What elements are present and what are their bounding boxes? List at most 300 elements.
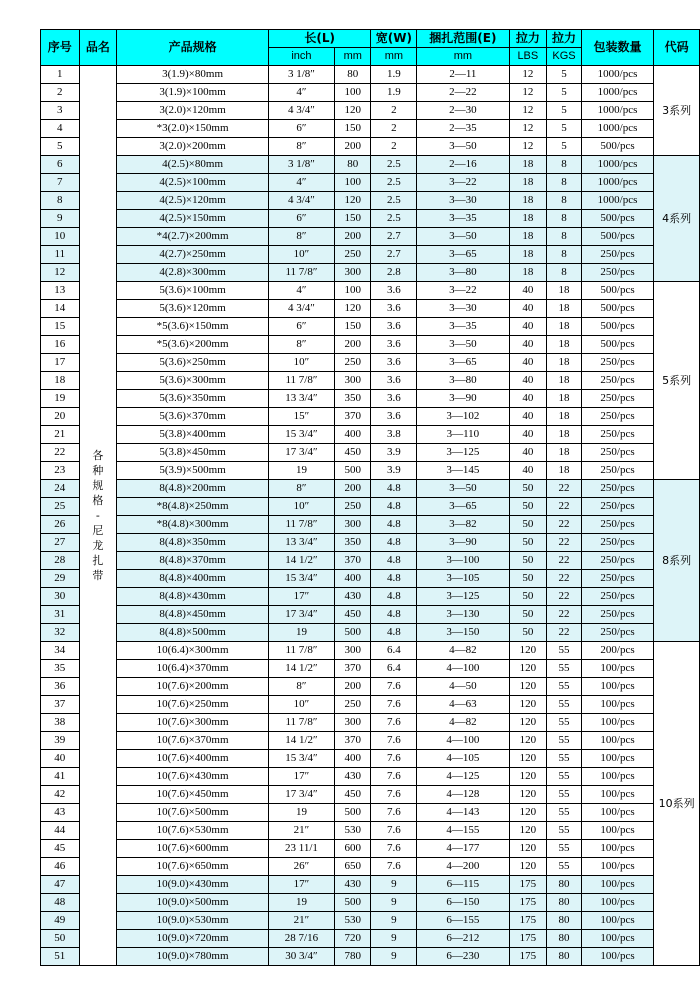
cell-length-mm: 200 (334, 336, 371, 354)
cell-pack: 100/pcs (581, 948, 653, 966)
cell-lbs: 40 (509, 372, 547, 390)
cell-seq: 42 (41, 786, 80, 804)
cell-pack: 250/pcs (581, 264, 653, 282)
cell-length-mm: 300 (334, 372, 371, 390)
cell-spec: 10(7.6)×400mm (117, 750, 269, 768)
cell-length-mm: 120 (334, 102, 371, 120)
cell-seq: 37 (41, 696, 80, 714)
cell-pack: 250/pcs (581, 498, 653, 516)
cell-pack: 250/pcs (581, 246, 653, 264)
cell-seq: 51 (41, 948, 80, 966)
cell-kgs: 18 (547, 408, 582, 426)
table-row (41, 570, 700, 588)
table-row (41, 480, 700, 498)
cell-width: 4.8 (371, 480, 417, 498)
table-row (41, 354, 700, 372)
cell-range: 4—100 (417, 660, 509, 678)
cell-kgs: 55 (547, 858, 582, 876)
cell-length-mm: 500 (334, 462, 371, 480)
cell-length-mm: 200 (334, 480, 371, 498)
cell-range: 2—16 (417, 156, 509, 174)
cell-kgs: 22 (547, 624, 582, 642)
cell-seq: 30 (41, 588, 80, 606)
cell-spec: 5(3.6)×100mm (117, 282, 269, 300)
cell-range: 4—155 (417, 822, 509, 840)
cell-lbs: 40 (509, 282, 547, 300)
cell-kgs: 55 (547, 822, 582, 840)
cell-seq: 44 (41, 822, 80, 840)
cell-inch: 21″ (268, 822, 334, 840)
table-row (41, 426, 700, 444)
cell-spec: 10(9.0)×530mm (117, 912, 269, 930)
cell-spec: 8(4.8)×450mm (117, 606, 269, 624)
cell-lbs: 120 (509, 750, 547, 768)
cell-lbs: 175 (509, 912, 547, 930)
cell-inch: 17″ (268, 876, 334, 894)
cell-range: 4—50 (417, 678, 509, 696)
cell-seq: 43 (41, 804, 80, 822)
cell-range: 6—212 (417, 930, 509, 948)
cell-length-mm: 200 (334, 138, 371, 156)
cell-lbs: 120 (509, 696, 547, 714)
cell-spec: 3(1.9)×100mm (117, 84, 269, 102)
cell-spec: 4(2.7)×250mm (117, 246, 269, 264)
cell-inch: 4″ (268, 282, 334, 300)
cell-width: 7.6 (371, 696, 417, 714)
table-row (41, 210, 700, 228)
cell-kgs: 80 (547, 948, 582, 966)
cell-kgs: 22 (547, 570, 582, 588)
cell-kgs: 22 (547, 552, 582, 570)
spec-sheet (40, 29, 700, 966)
cell-kgs: 22 (547, 480, 582, 498)
cell-length-mm: 100 (334, 282, 371, 300)
subheader-lbs: LBS (509, 48, 547, 66)
cell-range: 4—177 (417, 840, 509, 858)
cell-pack: 100/pcs (581, 678, 653, 696)
cell-lbs: 18 (509, 174, 547, 192)
cell-width: 9 (371, 948, 417, 966)
cell-kgs: 80 (547, 912, 582, 930)
cell-pack: 250/pcs (581, 534, 653, 552)
cell-width: 2.5 (371, 156, 417, 174)
cell-inch: 10″ (268, 498, 334, 516)
cell-spec: 5(3.6)×300mm (117, 372, 269, 390)
cell-width: 9 (371, 894, 417, 912)
cell-length-mm: 100 (334, 84, 371, 102)
cell-seq: 32 (41, 624, 80, 642)
cell-seq: 36 (41, 678, 80, 696)
cell-width: 3.6 (371, 336, 417, 354)
cell-lbs: 50 (509, 516, 547, 534)
table-row (41, 948, 700, 966)
table-row (41, 156, 700, 174)
cell-pack: 100/pcs (581, 750, 653, 768)
cell-range: 3—65 (417, 246, 509, 264)
cell-spec: 10(9.0)×780mm (117, 948, 269, 966)
cell-spec: 5(3.8)×450mm (117, 444, 269, 462)
cell-inch: 21″ (268, 912, 334, 930)
cell-inch: 23 11/1 (268, 840, 334, 858)
cell-length-mm: 300 (334, 714, 371, 732)
cell-width: 3.8 (371, 426, 417, 444)
cell-range: 3—30 (417, 192, 509, 210)
cell-spec: 8(4.8)×370mm (117, 552, 269, 570)
cell-range: 3—102 (417, 408, 509, 426)
cell-length-mm: 150 (334, 120, 371, 138)
cell-length-mm: 400 (334, 570, 371, 588)
cell-seq: 20 (41, 408, 80, 426)
cell-lbs: 50 (509, 606, 547, 624)
cell-kgs: 80 (547, 930, 582, 948)
product-name-char: 种 (92, 464, 104, 477)
cell-pack: 500/pcs (581, 210, 653, 228)
cell-inch: 8″ (268, 228, 334, 246)
cell-inch: 19 (268, 894, 334, 912)
subheader-length-mm: mm (334, 48, 371, 66)
cell-pack: 100/pcs (581, 696, 653, 714)
col-header-code: 代码 (654, 30, 700, 66)
table-row (41, 120, 700, 138)
subheader-kgs: KGS (547, 48, 582, 66)
cell-spec: *4(2.7)×200mm (117, 228, 269, 246)
cell-lbs: 40 (509, 336, 547, 354)
product-name-char: 各 (92, 449, 104, 462)
cell-lbs: 12 (509, 120, 547, 138)
cell-length-mm: 370 (334, 408, 371, 426)
cell-pack: 250/pcs (581, 588, 653, 606)
cell-inch: 14 1/2″ (268, 660, 334, 678)
cell-inch: 28 7/16 (268, 930, 334, 948)
table-row (41, 228, 700, 246)
cell-width: 3.6 (371, 300, 417, 318)
cell-range: 2—35 (417, 120, 509, 138)
cell-kgs: 8 (547, 228, 582, 246)
cell-pack: 500/pcs (581, 228, 653, 246)
table-row (41, 372, 700, 390)
cell-width: 3.6 (371, 318, 417, 336)
cell-range: 6—230 (417, 948, 509, 966)
cell-length-mm: 500 (334, 894, 371, 912)
cell-inch: 15″ (268, 408, 334, 426)
cell-kgs: 18 (547, 390, 582, 408)
table-row (41, 336, 700, 354)
cell-lbs: 120 (509, 660, 547, 678)
cell-length-mm: 450 (334, 786, 371, 804)
cell-seq: 47 (41, 876, 80, 894)
table-row (41, 300, 700, 318)
cell-kgs: 8 (547, 192, 582, 210)
cell-lbs: 40 (509, 426, 547, 444)
cell-kgs: 55 (547, 840, 582, 858)
cell-spec: 10(7.6)×650mm (117, 858, 269, 876)
cell-kgs: 55 (547, 786, 582, 804)
cell-seq: 8 (41, 192, 80, 210)
cell-spec: 5(3.6)×250mm (117, 354, 269, 372)
table-row (41, 750, 700, 768)
table-row (41, 714, 700, 732)
cell-pack: 100/pcs (581, 894, 653, 912)
cell-kgs: 55 (547, 714, 582, 732)
cell-length-mm: 370 (334, 552, 371, 570)
cell-seq: 2 (41, 84, 80, 102)
cell-lbs: 18 (509, 264, 547, 282)
cell-range: 3—65 (417, 498, 509, 516)
cell-kgs: 5 (547, 120, 582, 138)
table-row (41, 822, 700, 840)
cell-seq: 49 (41, 912, 80, 930)
cell-length-mm: 500 (334, 624, 371, 642)
table-row (41, 912, 700, 930)
cell-lbs: 50 (509, 570, 547, 588)
cell-kgs: 22 (547, 498, 582, 516)
cell-inch: 17 3/4″ (268, 444, 334, 462)
cell-range: 3—35 (417, 318, 509, 336)
cell-lbs: 18 (509, 156, 547, 174)
cell-inch: 10″ (268, 246, 334, 264)
col-header-length: 长(L) (268, 30, 371, 48)
cell-spec: *8(4.8)×300mm (117, 516, 269, 534)
cell-length-mm: 500 (334, 804, 371, 822)
cell-seq: 13 (41, 282, 80, 300)
cell-width: 7.6 (371, 858, 417, 876)
cell-lbs: 40 (509, 318, 547, 336)
cell-length-mm: 450 (334, 606, 371, 624)
cell-seq: 46 (41, 858, 80, 876)
cell-pack: 250/pcs (581, 390, 653, 408)
cell-pack: 100/pcs (581, 660, 653, 678)
cell-pack: 1000/pcs (581, 84, 653, 102)
cell-width: 2 (371, 120, 417, 138)
cell-lbs: 175 (509, 930, 547, 948)
cell-range: 4—105 (417, 750, 509, 768)
cell-seq: 41 (41, 768, 80, 786)
cell-range: 3—50 (417, 228, 509, 246)
table-row (41, 102, 700, 120)
cell-lbs: 120 (509, 678, 547, 696)
cell-width: 4.8 (371, 624, 417, 642)
cell-range: 6—115 (417, 876, 509, 894)
cell-pack: 100/pcs (581, 732, 653, 750)
cell-kgs: 22 (547, 606, 582, 624)
series-code-cell: 10系列 (654, 642, 700, 966)
cell-kgs: 55 (547, 642, 582, 660)
cell-lbs: 12 (509, 66, 547, 84)
cell-pack: 1000/pcs (581, 192, 653, 210)
cell-length-mm: 370 (334, 660, 371, 678)
cell-length-mm: 250 (334, 246, 371, 264)
cell-length-mm: 530 (334, 912, 371, 930)
cell-spec: 10(7.6)×300mm (117, 714, 269, 732)
cell-inch: 19 (268, 804, 334, 822)
cell-range: 3—50 (417, 336, 509, 354)
cell-length-mm: 100 (334, 174, 371, 192)
table-header (41, 30, 700, 66)
cell-width: 9 (371, 912, 417, 930)
cell-seq: 10 (41, 228, 80, 246)
cell-range: 3—30 (417, 300, 509, 318)
cell-pack: 500/pcs (581, 318, 653, 336)
product-name-cell (79, 66, 117, 966)
cell-inch: 26″ (268, 858, 334, 876)
cell-lbs: 40 (509, 462, 547, 480)
col-header-width: 宽(W) (371, 30, 417, 48)
cell-kgs: 8 (547, 156, 582, 174)
table-row (41, 264, 700, 282)
table-row (41, 66, 700, 84)
cell-length-mm: 300 (334, 516, 371, 534)
cell-seq: 7 (41, 174, 80, 192)
cell-width: 7.6 (371, 768, 417, 786)
cell-inch: 11 7/8″ (268, 642, 334, 660)
cell-pack: 250/pcs (581, 408, 653, 426)
cell-pack: 500/pcs (581, 138, 653, 156)
cell-range: 3—50 (417, 138, 509, 156)
cell-seq: 29 (41, 570, 80, 588)
cell-pack: 100/pcs (581, 822, 653, 840)
cell-length-mm: 720 (334, 930, 371, 948)
cell-length-mm: 370 (334, 732, 371, 750)
cell-inch: 3 1/8″ (268, 156, 334, 174)
cell-kgs: 18 (547, 300, 582, 318)
table-row (41, 534, 700, 552)
cell-length-mm: 250 (334, 696, 371, 714)
cell-spec: 4(2.5)×80mm (117, 156, 269, 174)
cell-pack: 250/pcs (581, 462, 653, 480)
product-name-char: 尼 (92, 524, 104, 537)
cell-inch: 6″ (268, 318, 334, 336)
cell-length-mm: 250 (334, 498, 371, 516)
cell-range: 4—143 (417, 804, 509, 822)
table-row (41, 498, 700, 516)
col-header-force-kgs: 拉力 (547, 30, 582, 48)
cell-range: 3—80 (417, 264, 509, 282)
cell-seq: 24 (41, 480, 80, 498)
table-row (41, 552, 700, 570)
cell-range: 3—22 (417, 282, 509, 300)
cell-range: 4—82 (417, 714, 509, 732)
cell-length-mm: 150 (334, 210, 371, 228)
cell-inch: 11 7/8″ (268, 714, 334, 732)
cell-lbs: 40 (509, 300, 547, 318)
cell-kgs: 18 (547, 318, 582, 336)
cell-spec: 3(2.0)×120mm (117, 102, 269, 120)
cell-range: 3—100 (417, 552, 509, 570)
cell-range: 4—82 (417, 642, 509, 660)
cell-inch: 3 1/8″ (268, 66, 334, 84)
cell-spec: 10(6.4)×370mm (117, 660, 269, 678)
cell-spec: 8(4.8)×400mm (117, 570, 269, 588)
cell-seq: 50 (41, 930, 80, 948)
cell-width: 7.6 (371, 786, 417, 804)
cell-width: 2.7 (371, 228, 417, 246)
cell-width: 2.5 (371, 174, 417, 192)
cell-inch: 10″ (268, 354, 334, 372)
col-header-spec: 产品规格 (117, 30, 269, 66)
cell-length-mm: 350 (334, 534, 371, 552)
cell-spec: 10(7.6)×250mm (117, 696, 269, 714)
cell-seq: 3 (41, 102, 80, 120)
cell-pack: 250/pcs (581, 354, 653, 372)
cell-pack: 250/pcs (581, 606, 653, 624)
cell-inch: 19 (268, 624, 334, 642)
cell-width: 7.6 (371, 678, 417, 696)
cell-kgs: 22 (547, 534, 582, 552)
cell-inch: 17 3/4″ (268, 786, 334, 804)
cell-width: 4.8 (371, 588, 417, 606)
cell-range: 3—125 (417, 588, 509, 606)
cell-spec: 10(7.6)×370mm (117, 732, 269, 750)
cell-width: 6.4 (371, 660, 417, 678)
cell-spec: 10(7.6)×500mm (117, 804, 269, 822)
cell-length-mm: 150 (334, 318, 371, 336)
cell-width: 4.8 (371, 552, 417, 570)
cell-lbs: 175 (509, 876, 547, 894)
cell-range: 6—155 (417, 912, 509, 930)
cell-kgs: 55 (547, 696, 582, 714)
cell-range: 3—110 (417, 426, 509, 444)
cell-pack: 100/pcs (581, 858, 653, 876)
cell-seq: 14 (41, 300, 80, 318)
table-row (41, 408, 700, 426)
cell-inch: 13 3/4″ (268, 534, 334, 552)
cell-seq: 19 (41, 390, 80, 408)
cell-inch: 4″ (268, 84, 334, 102)
cell-width: 3.6 (371, 390, 417, 408)
cell-lbs: 18 (509, 228, 547, 246)
cell-range: 2—11 (417, 66, 509, 84)
cell-length-mm: 200 (334, 678, 371, 696)
cell-width: 2.7 (371, 246, 417, 264)
cell-spec: 8(4.8)×500mm (117, 624, 269, 642)
cell-seq: 40 (41, 750, 80, 768)
cell-lbs: 120 (509, 840, 547, 858)
cell-spec: 10(7.6)×430mm (117, 768, 269, 786)
cell-lbs: 40 (509, 408, 547, 426)
cell-seq: 35 (41, 660, 80, 678)
cell-pack: 100/pcs (581, 912, 653, 930)
cell-pack: 100/pcs (581, 768, 653, 786)
cell-spec: 3(1.9)×80mm (117, 66, 269, 84)
table-row (41, 930, 700, 948)
cell-spec: 10(9.0)×430mm (117, 876, 269, 894)
cell-length-mm: 430 (334, 588, 371, 606)
cell-kgs: 55 (547, 678, 582, 696)
subheader-width-mm: mm (371, 48, 417, 66)
cell-range: 2—30 (417, 102, 509, 120)
cell-spec: 10(7.6)×600mm (117, 840, 269, 858)
col-header-seq: 序号 (41, 30, 80, 66)
series-code-cell: 3系列 (654, 66, 700, 156)
cell-range: 4—200 (417, 858, 509, 876)
cell-range: 3—90 (417, 534, 509, 552)
cell-inch: 8″ (268, 138, 334, 156)
cell-seq: 16 (41, 336, 80, 354)
cell-inch: 17″ (268, 588, 334, 606)
col-header-pack: 包装数量 (581, 30, 653, 66)
cell-width: 4.8 (371, 606, 417, 624)
cell-width: 7.6 (371, 714, 417, 732)
cell-length-mm: 400 (334, 426, 371, 444)
cell-width: 3.6 (371, 408, 417, 426)
cell-inch: 11 7/8″ (268, 372, 334, 390)
cell-inch: 15 3/4″ (268, 570, 334, 588)
table-row (41, 642, 700, 660)
series-code-cell: 4系列 (654, 156, 700, 282)
cell-lbs: 18 (509, 246, 547, 264)
cell-length-mm: 120 (334, 300, 371, 318)
cell-kgs: 18 (547, 336, 582, 354)
